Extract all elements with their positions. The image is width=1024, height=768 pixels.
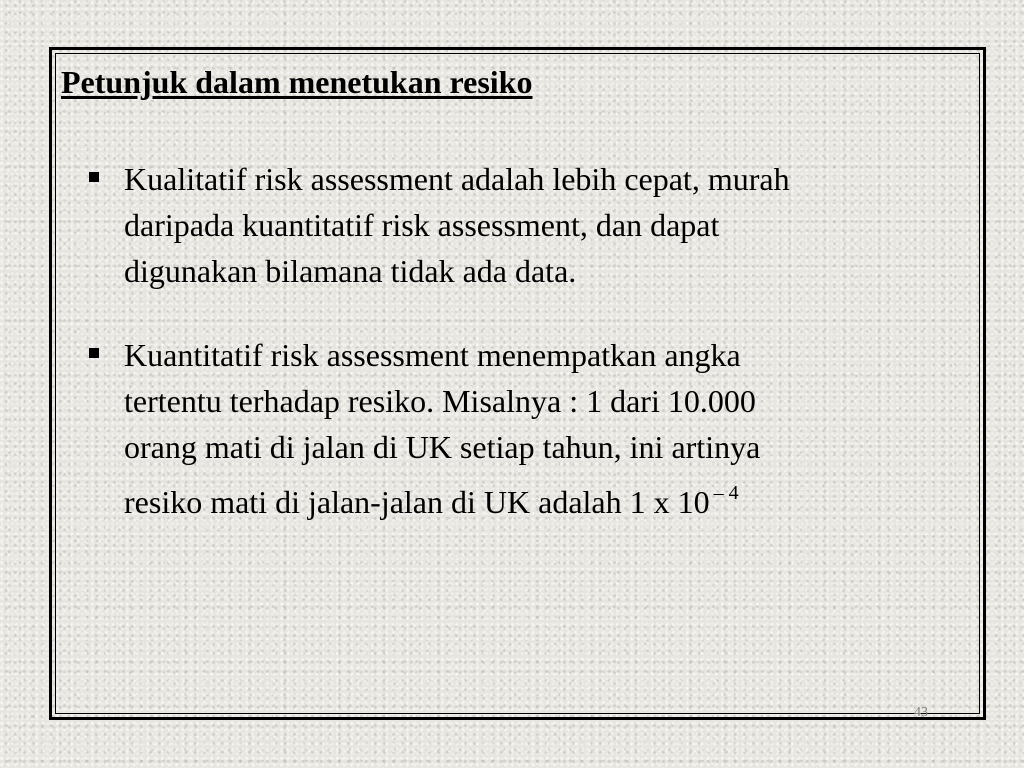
bullet-text-line: Kuantitatif risk assessment menempatkan angka (124, 337, 741, 373)
bullet-list (86, 156, 966, 525)
bullet-text-line-last (124, 470, 966, 525)
bullet-text: resiko mati di jalan-jalan di UK adalah 1 x 10 (124, 484, 710, 520)
page-number: 43 (914, 705, 928, 720)
bullet-item-quantitative (86, 332, 966, 525)
slide-title: Petunjuk dalam menetukan resiko (61, 64, 533, 100)
bullet-text-line: orang mati di jalan di UK setiap tahun, ini artinya (124, 429, 761, 465)
bullet-text-line: tertentu terhadap resiko. Misalnya : 1 dari 10.000 (124, 383, 756, 419)
bullet-text-line: daripada kuantitatif risk assessment, dan dapat (124, 207, 720, 243)
exponent-superscript: – 4 (713, 482, 739, 504)
bullet-text-line: Kualitatif risk assessment adalah lebih cepat, murah (124, 161, 790, 197)
square-bullet-icon (89, 172, 99, 182)
bullet-text-line: digunakan bilamana tidak ada data. (124, 253, 577, 289)
bullet-item-qualitative (86, 156, 966, 294)
square-bullet-icon (89, 348, 99, 358)
